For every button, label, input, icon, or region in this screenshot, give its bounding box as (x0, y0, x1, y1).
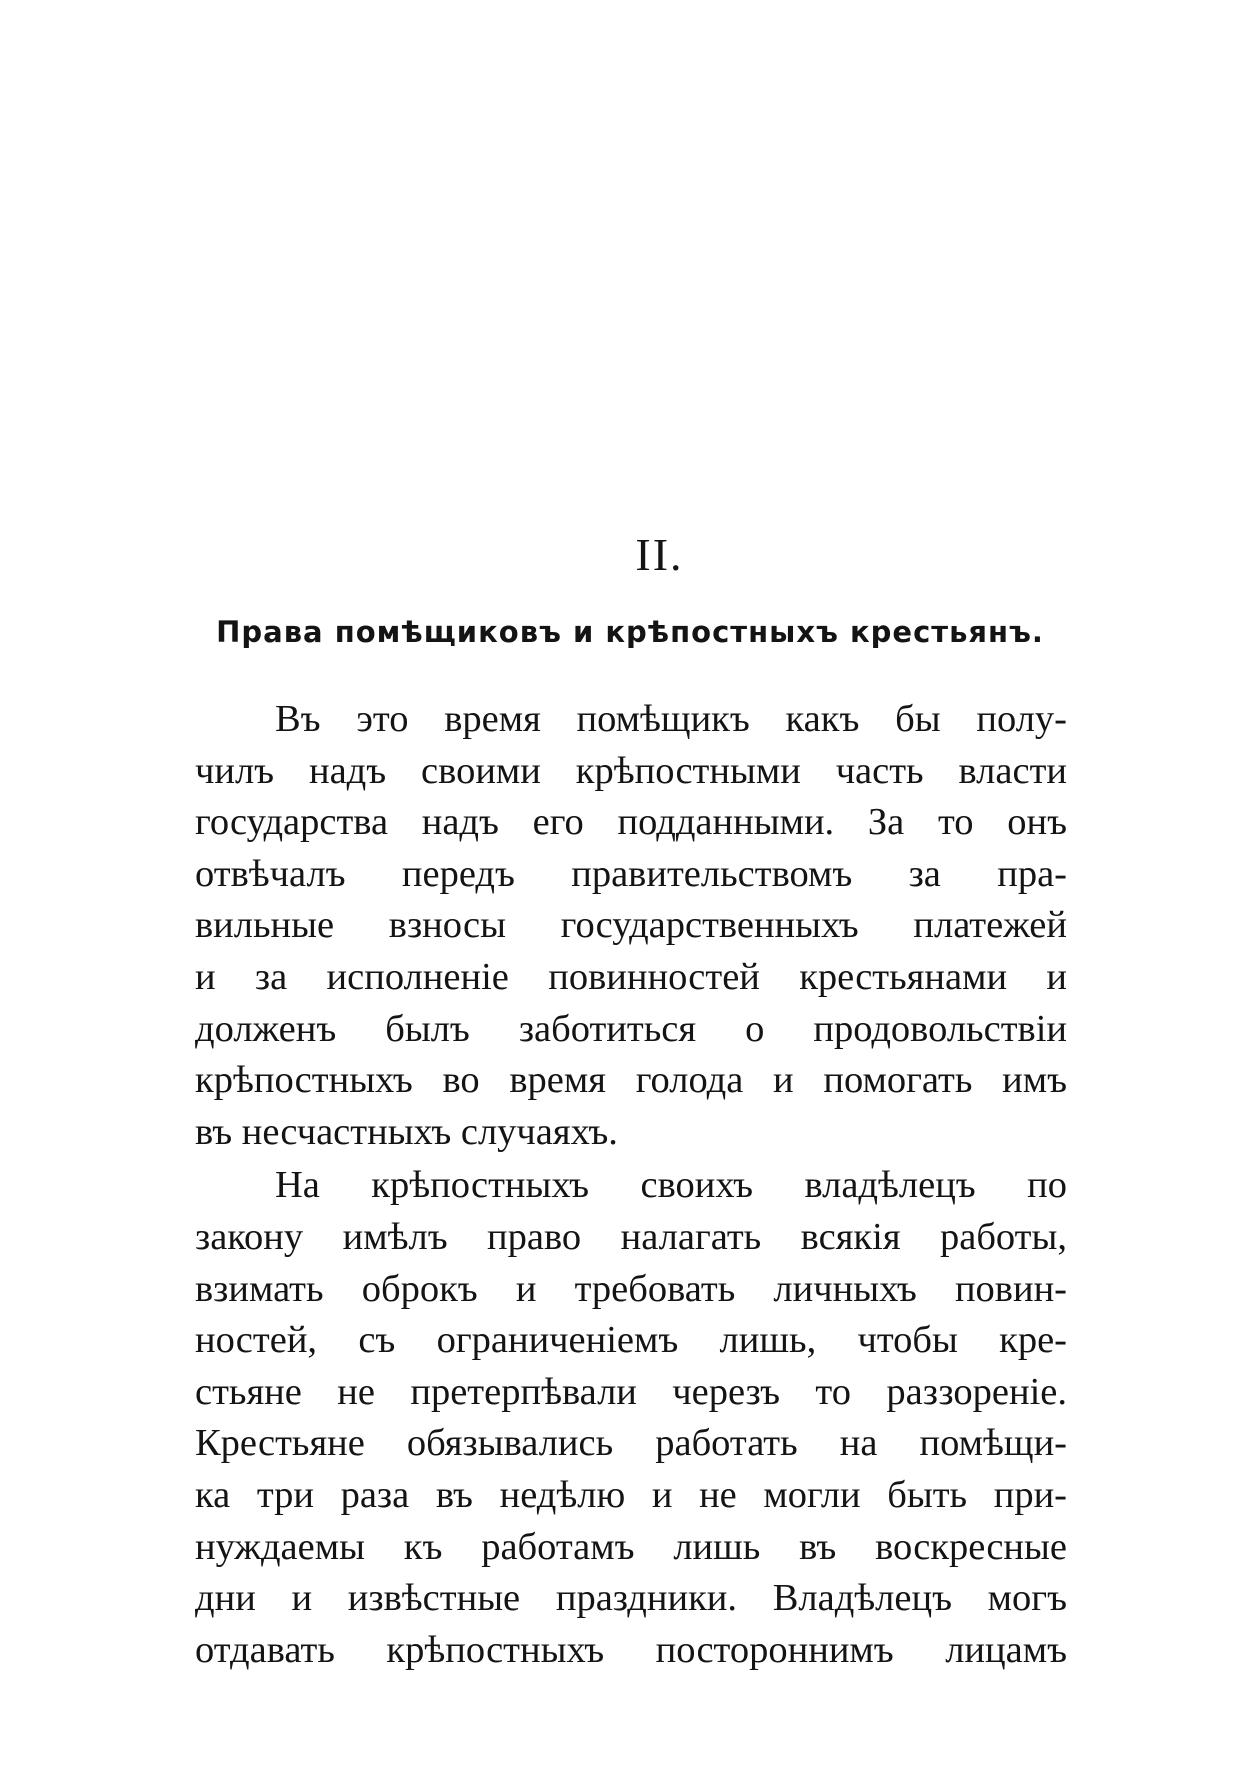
text-line: Въ это время помѣщикъ какъ бы полу- (275, 698, 1067, 740)
paragraph-2 (195, 1160, 1067, 1676)
section-title: Права помѣщиковъ и крѣпостныхъ крестьянъ. (216, 615, 1044, 649)
text-line: крѣпостныхъ во время голода и помогать имъ (195, 1059, 1067, 1102)
text-line: чилъ надъ своими крѣпостными часть власти (195, 749, 1067, 792)
text-line: въ несчастныхъ случаяхъ. (195, 1110, 618, 1153)
text-line: долженъ былъ заботиться о продовольствіи (195, 1007, 1067, 1050)
text-line: и за исполненіе повинностей крестьянами и (195, 955, 1067, 998)
text-line: отвѣчалъ передъ правительствомъ за пра- (195, 852, 1067, 895)
body-text (195, 694, 1067, 1676)
text-line: стьяне не претерпѣвали черезъ то раззореніе. (195, 1370, 1067, 1413)
text-line: взимать оброкъ и требовать личныхъ повин- (195, 1267, 1067, 1310)
paragraph-1 (195, 694, 1067, 1158)
text-line: дни и извѣстные праздники. Владѣлецъ могъ (195, 1577, 1067, 1620)
text-line: закону имѣлъ право налагать всякія работы, (195, 1215, 1067, 1258)
text-line: ностей, съ ограниченіемъ лишь, чтобы кре- (195, 1319, 1067, 1362)
text-line: государства надъ его подданными. За то онъ (195, 801, 1067, 844)
text-line: нуждаемы къ работамъ лишь въ воскресные (195, 1525, 1067, 1568)
text-line: вильные взносы государственныхъ платежей (195, 904, 1067, 947)
text-line: ка три раза въ недѣлю и не могли быть при- (195, 1473, 1067, 1516)
text-line: отдавать крѣпостныхъ постороннимъ лицамъ (195, 1628, 1067, 1671)
text-line: Крестьяне обязывались работать на помѣщи- (195, 1422, 1067, 1465)
text-line: На крѣпостныхъ своихъ владѣлецъ по (275, 1164, 1067, 1207)
chapter-numeral: II. (635, 529, 684, 580)
